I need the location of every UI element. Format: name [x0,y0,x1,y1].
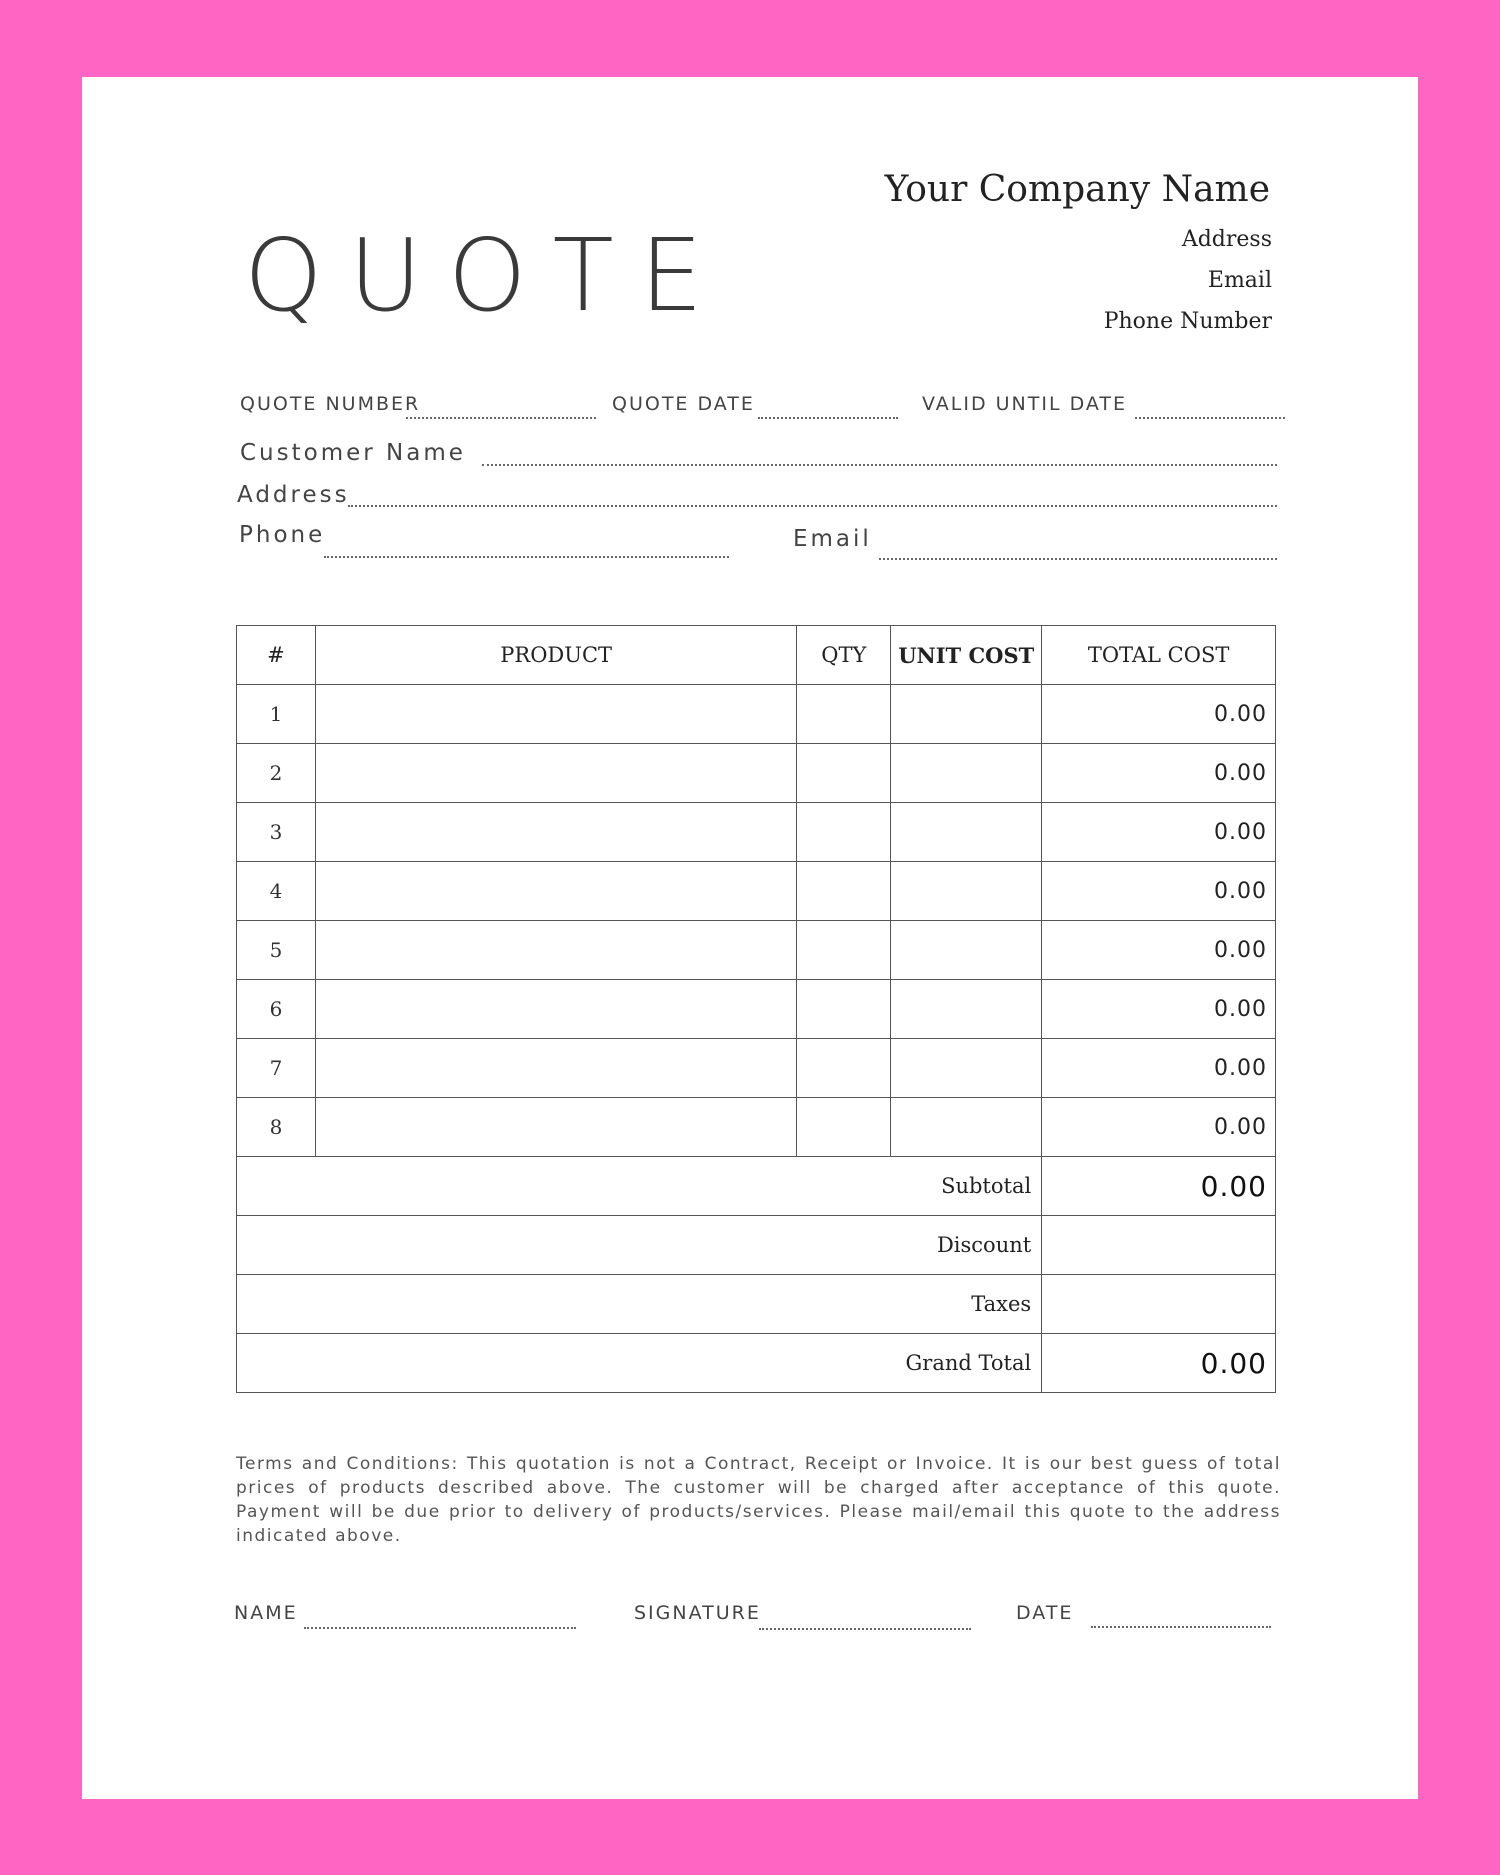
grand-total-value: 0.00 [1042,1334,1276,1393]
taxes-row [237,1275,1276,1334]
table-row [237,921,1276,980]
grand-total-label: Grand Total [237,1334,1042,1393]
unit-cost-cell[interactable] [891,921,1042,980]
total-cost-cell: 0.00 [1042,980,1276,1039]
discount-row [237,1216,1276,1275]
row-number: 8 [237,1098,316,1157]
table-row [237,744,1276,803]
total-cost-cell: 0.00 [1042,1098,1276,1157]
footer-date-label: DATE [1016,1602,1074,1624]
customer-phone-field[interactable] [324,556,729,558]
qty-cell[interactable] [797,980,891,1039]
header-product: PRODUCT [315,626,796,685]
table-header-row [237,626,1276,685]
company-email: Email [1207,268,1272,293]
header-unit-cost: UNIT COST [891,626,1042,685]
footer-signature-label: SIGNATURE [634,1602,761,1624]
row-number: 2 [237,744,316,803]
header-number: # [237,626,316,685]
unit-cost-cell[interactable] [891,980,1042,1039]
qty-cell[interactable] [797,1039,891,1098]
taxes-label: Taxes [237,1275,1042,1334]
company-name: Your Company Name [884,169,1270,210]
footer-name-label: NAME [234,1602,298,1624]
row-number: 5 [237,921,316,980]
quote-sheet [82,77,1418,1799]
product-cell[interactable] [315,980,796,1039]
total-cost-cell: 0.00 [1042,1039,1276,1098]
table-row [237,685,1276,744]
valid-until-label: VALID UNTIL DATE [922,393,1128,415]
product-cell[interactable] [315,862,796,921]
terms-and-conditions: Terms and Conditions: This quotation is not a Contract, Receipt or Invoice. It is our best guess of total prices of products described above. The customer will be charged after acceptance of this quote. Payment will be due prior to delivery of products/services. Please mail/email this quote to the address indicated above. [236,1454,1281,1546]
product-cell[interactable] [315,1098,796,1157]
product-cell[interactable] [315,744,796,803]
footer-name-field[interactable] [304,1627,576,1629]
customer-name-label: Customer Name [240,440,466,466]
qty-cell[interactable] [797,744,891,803]
table-row [237,1098,1276,1157]
document-title: QUOTE [244,217,729,334]
company-phone: Phone Number [1103,309,1272,334]
table-row [237,803,1276,862]
header-qty: QTY [797,626,891,685]
discount-value[interactable] [1042,1216,1276,1275]
unit-cost-cell[interactable] [891,744,1042,803]
quote-date-label: QUOTE DATE [612,393,755,415]
customer-address-field[interactable] [348,505,1277,507]
quote-number-field[interactable] [406,417,596,419]
customer-address-label: Address [237,482,350,508]
grand-total-row [237,1334,1276,1393]
customer-phone-label: Phone [239,522,326,548]
table-row [237,1039,1276,1098]
product-cell[interactable] [315,685,796,744]
unit-cost-cell[interactable] [891,685,1042,744]
subtotal-label: Subtotal [237,1157,1042,1216]
customer-email-field[interactable] [879,558,1277,560]
product-cell[interactable] [315,921,796,980]
valid-until-field[interactable] [1135,417,1285,419]
subtotal-row [237,1157,1276,1216]
row-number: 3 [237,803,316,862]
quote-number-label: QUOTE NUMBER [240,393,421,415]
row-number: 4 [237,862,316,921]
table-row [237,862,1276,921]
total-cost-cell: 0.00 [1042,803,1276,862]
unit-cost-cell[interactable] [891,1098,1042,1157]
product-cell[interactable] [315,803,796,862]
qty-cell[interactable] [797,803,891,862]
total-cost-cell: 0.00 [1042,685,1276,744]
customer-email-label: Email [793,526,872,552]
subtotal-value: 0.00 [1042,1157,1276,1216]
row-number: 7 [237,1039,316,1098]
row-number: 6 [237,980,316,1039]
header-total-cost: TOTAL COST [1042,626,1276,685]
items-table [236,625,1276,1393]
total-cost-cell: 0.00 [1042,862,1276,921]
company-address: Address [1181,227,1272,252]
discount-label: Discount [237,1216,1042,1275]
qty-cell[interactable] [797,1098,891,1157]
quote-date-field[interactable] [758,417,898,419]
product-cell[interactable] [315,1039,796,1098]
total-cost-cell: 0.00 [1042,921,1276,980]
qty-cell[interactable] [797,862,891,921]
qty-cell[interactable] [797,921,891,980]
qty-cell[interactable] [797,685,891,744]
total-cost-cell: 0.00 [1042,744,1276,803]
unit-cost-cell[interactable] [891,862,1042,921]
customer-name-field[interactable] [482,464,1277,466]
table-row [237,980,1276,1039]
row-number: 1 [237,685,316,744]
unit-cost-cell[interactable] [891,1039,1042,1098]
taxes-value[interactable] [1042,1275,1276,1334]
footer-date-field[interactable] [1091,1626,1271,1628]
footer-signature-field[interactable] [759,1628,971,1630]
unit-cost-cell[interactable] [891,803,1042,862]
